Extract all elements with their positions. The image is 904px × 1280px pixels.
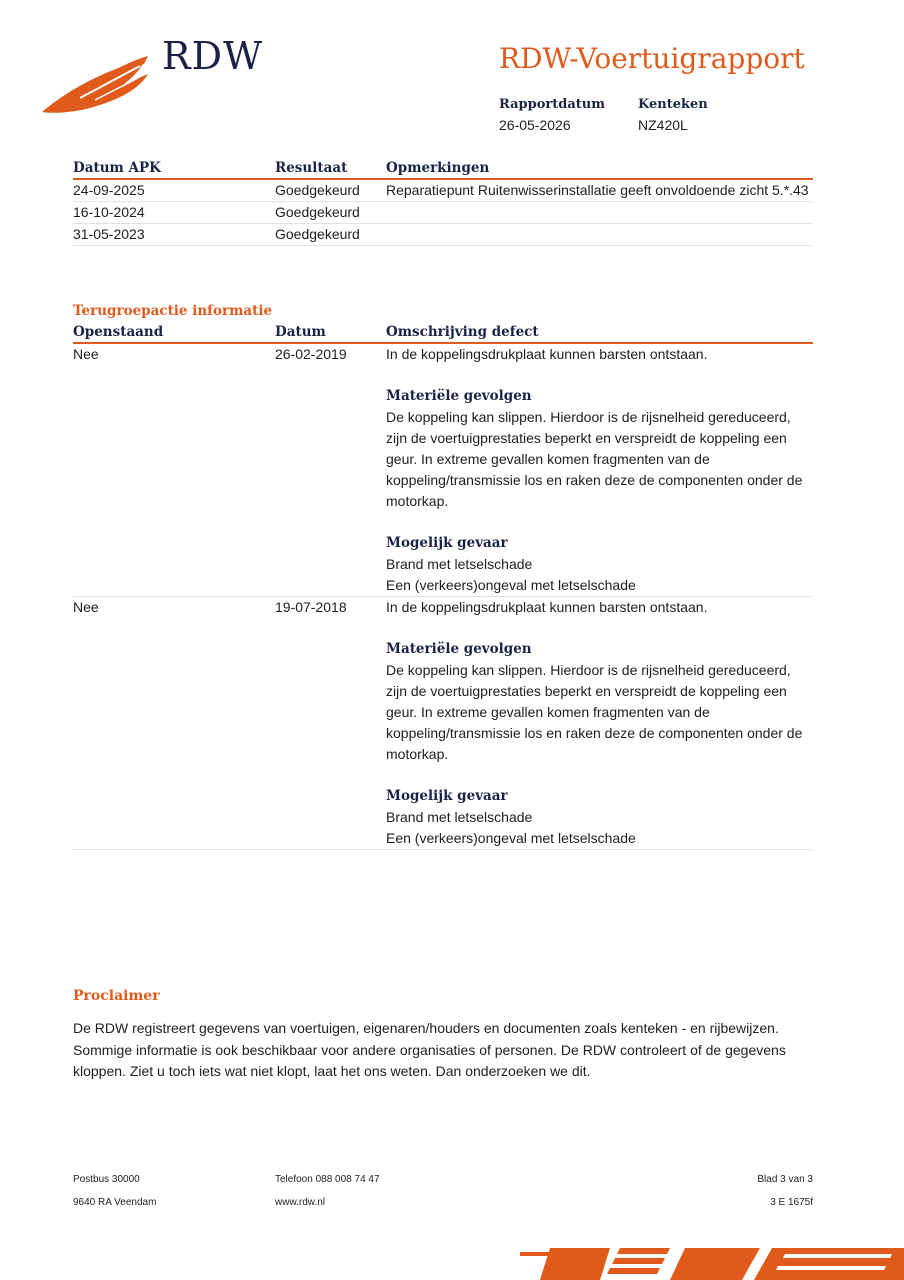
apk-resultaat: Goedgekeurd: [275, 182, 360, 198]
recall-description: [386, 344, 813, 596]
kenteken-block: [638, 97, 708, 133]
decorative-stripes-icon: [520, 1240, 904, 1280]
apk-table: [73, 158, 813, 246]
apk-datum: 31-05-2023: [73, 226, 145, 242]
apk-datum: 16-10-2024: [73, 204, 145, 220]
logo-wordmark: RDW: [162, 34, 264, 78]
recall-description: [386, 597, 813, 849]
footer-code: 3 E 1675f: [770, 1197, 813, 1208]
recall-section-title: Terugroepactie informatie: [73, 303, 273, 319]
kenteken-label: Kenteken: [638, 97, 708, 112]
apk-resultaat: Goedgekeurd: [275, 226, 360, 242]
gevolgen-title: Materiële gevolgen: [386, 388, 532, 404]
footer-blad: Blad 3 van 3: [757, 1174, 813, 1185]
header-openstaand: Openstaand: [73, 324, 164, 340]
table-row: [73, 180, 813, 202]
recall-table: [73, 300, 813, 850]
table-row: [73, 202, 813, 224]
gevaar-title: Mogelijk gevaar: [386, 535, 508, 551]
apk-table-header: [73, 158, 813, 180]
gevaar-item: Een (verkeers)ongeval met letselschade: [386, 830, 636, 846]
report-title: RDW-Voertuigrapport: [499, 42, 805, 75]
recall-datum: 19-07-2018: [275, 599, 347, 615]
apk-datum: 24-09-2025: [73, 182, 145, 198]
gevolgen-title: Materiële gevolgen: [386, 641, 532, 657]
apk-resultaat: Goedgekeurd: [275, 204, 360, 220]
footer-telefoon: Telefoon 088 008 74 47: [275, 1174, 380, 1185]
gevaar-item: Brand met letselschade: [386, 809, 533, 825]
recall-defect: In de koppelingsdrukplaat kunnen barsten ontstaan.: [386, 599, 708, 615]
rapportdatum-value: 26-05-2026: [499, 117, 571, 133]
footer-postbus: Postbus 30000: [73, 1174, 140, 1185]
gevolgen-text: De koppeling kan slippen. Hierdoor is de rijsnelheid gereduceerd, zijn de voertuigprestaties beperkt en verspreidt de koppeling een geur. In extreme gevallen komen fragmenten van de koppeling/transmissie los en raken deze de componenten onder de motorkap.: [386, 662, 803, 762]
recall-table-header: [73, 322, 813, 344]
rapportdatum-label: Rapportdatum: [499, 97, 605, 112]
header-opmerkingen: Opmerkingen: [386, 160, 490, 176]
footer-plaats: 9640 RA Veendam: [73, 1197, 157, 1208]
recall-openstaand: Nee: [73, 346, 99, 362]
gevaar-item: Brand met letselschade: [386, 556, 533, 572]
gevaar-title: Mogelijk gevaar: [386, 788, 508, 804]
apk-opmerking: Reparatiepunt Ruitenwisserinstallatie geeft onvoldoende zicht 5.*.43: [386, 182, 809, 198]
gevolgen-text: De koppeling kan slippen. Hierdoor is de rijsnelheid gereduceerd, zijn de voertuigprestaties beperkt en verspreidt de koppeling een geur. In extreme gevallen komen fragmenten van de koppeling/transmissie los en raken deze de componenten onder de motorkap.: [386, 409, 803, 509]
proclaimer-title: Proclaimer: [73, 988, 160, 1004]
gevaar-item: Een (verkeers)ongeval met letselschade: [386, 577, 636, 593]
rapportdatum-block: [499, 97, 605, 133]
recall-defect: In de koppelingsdrukplaat kunnen barsten ontstaan.: [386, 346, 708, 362]
proclaimer-text: De RDW registreert gegevens van voertuigen, eigenaren/houders en documenten zoals kenteken - en rijbewijzen. Sommige informatie is ook beschikbaar voor andere organisaties of personen. De RDW controleert of de gegevens kloppen. Ziet u toch iets wat niet klopt, laat het ons weten. Dan onderzoeken we dit.: [73, 1020, 786, 1079]
recall-openstaand: Nee: [73, 599, 99, 615]
header-omschrijving-defect: Omschrijving defect: [386, 324, 539, 340]
table-row: [73, 224, 813, 246]
recall-datum: 26-02-2019: [275, 346, 347, 362]
table-row: [73, 344, 813, 597]
apk-opmerking: [386, 224, 813, 245]
apk-opmerking: [386, 202, 813, 223]
kenteken-value: NZ420L: [638, 117, 688, 133]
table-row: [73, 597, 813, 850]
header-resultaat: Resultaat: [275, 160, 348, 176]
header-datum-apk: Datum APK: [73, 160, 161, 176]
footer-website[interactable]: www.rdw.nl: [275, 1197, 326, 1208]
header-datum: Datum: [275, 324, 326, 340]
